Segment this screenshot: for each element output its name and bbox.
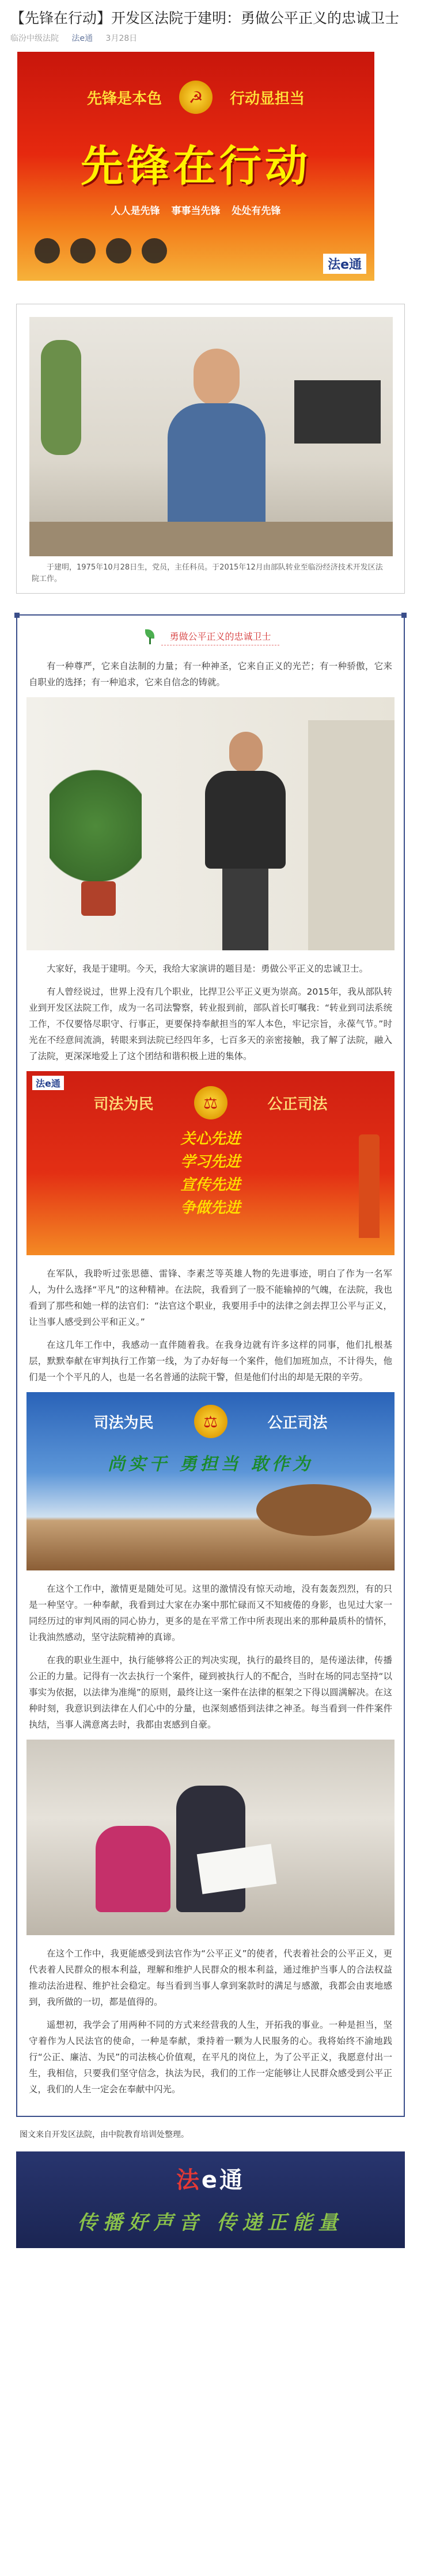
banner-right-slogan: 行动显担当 (230, 90, 305, 108)
desk-decoration (29, 522, 393, 556)
speech-paragraph: 在军队，我聆听过张思德、雷锋、李素芝等英雄人物的先进事迹，明白了作为一名军人，为什么选择“平凡”的这种精神。在法院，我看到了一股不能输掉的气魄，在法院，我也看到了那些和她一样的法官们：“法官这个职业，我要用手中的法律之剑去捍卫公平与正义，让当事人感受到公平和正义。” (29, 1268, 392, 1327)
speaker-body (205, 771, 286, 869)
court-emblem-icon: ⚖ (194, 1405, 227, 1438)
speech-paragraph: 大家好，我是于建明。今天，我给大家演讲的题目是：勇做公平正义的忠诚卫士。 (47, 964, 369, 974)
profile-caption: 于建明，1975年10月28日生，党员，主任科员。于2015年12月由部队转业至临汾经济技术开发区法院工作。 (32, 563, 383, 583)
speech-paragraph: 在这几年工作中，我感动一直伴随着我。在我身边就有许多这样的同事，他们扎根基层，默默奉献在审判执行工作第一线，为了办好每一个案件，他们加班加点，不计得失，他们是一个个平凡的人，也是一名名普通的法院干警，但是他们付出的却是无限的辛劳。 (29, 1340, 392, 1382)
footer-banner-image (16, 2151, 405, 2248)
rock-decoration (256, 1484, 371, 1536)
poster-line: 宣传先进 (180, 1176, 241, 1194)
source-account: 临汾中级法院 (10, 34, 59, 43)
officer-figure (168, 349, 266, 521)
poster2-right-text: 公正司法 (267, 1414, 328, 1432)
office-photo (26, 697, 395, 950)
speech-paragraph: 在这个工作中，激情更是随处可见。这里的激情没有惊天动地，没有轰轰烈烈，有的只是一种坚守。一种奉献，我看到过大家在办案中那忙碌而又不知疲倦的身影，也见过大家一同经历过的审判风雨的同心协力，更多的是在平常工作中所表现出来的那种最质朴的情怀，让我油然感动，坚守法院精神的真谛。 (29, 1584, 392, 1642)
profile-frame (16, 304, 405, 594)
leaf-icon (142, 628, 158, 644)
speech-paragraph: 有一种尊严，它来自法制的力量；有一种神圣，它来自正义的光芒；有一种骄傲，它来自职业的选择；有一种追求，它来自信念的铸就。 (29, 661, 392, 687)
footer-logo-right: e通 (201, 2167, 245, 2193)
justice-poster-image (26, 1071, 395, 1255)
banner-main-title: 先锋在行动 (81, 142, 311, 191)
profile-photo (29, 317, 393, 556)
publish-date: 3月28日 (105, 34, 138, 43)
plant-decoration (41, 340, 81, 455)
tower-decoration (359, 1134, 380, 1238)
banner-left-slogan: 先锋是本色 (86, 90, 162, 108)
shelf-decoration (308, 720, 395, 950)
speaker-legs (222, 869, 268, 950)
runners-decoration (35, 238, 167, 263)
speech-paragraph: 遥想初，我学会了用两种不同的方式来经营我的人生，开拓我的事业。一种是担当，坚守着作为人民法官的使命，一种是奉献，秉持着一颗为人民服务的心。我将始终不渝地践行“公正、廉洁、为民”的司法核心价值观，在平凡的岗位上，为了公平正义，我愿意付出一生，我相信，只要我们坚守信念，执法为民，我们的工作一定能够让人民群众感受到公平正义，我们的人生一定会在奉献中闪光。 (29, 2020, 392, 2095)
section-heading (26, 627, 395, 645)
poster2-left-text: 司法为民 (93, 1414, 154, 1432)
poster-top-row (26, 1086, 395, 1119)
action-poster-image (26, 1392, 395, 1570)
source-note: 图文来自开发区法院，由中院教育培训处整理。 (20, 2130, 189, 2139)
poster-left-text: 司法为民 (93, 1095, 154, 1113)
speaker-figure (205, 732, 286, 950)
banner-sub-slogan: 人人是先锋 事事当先锋 处处有先锋 (111, 205, 281, 217)
footer-logo-left: 法 (176, 2167, 202, 2193)
speech-paragraph: 有人曾经说过，世界上没有几个职业，比捍卫公平正义更为崇高。2015年，我从部队转业到开发区法院工作，成为一名司法警察，转业报到前，部队首长叮嘱我：“转业到司法系统工作，不仅要恪尽职守、行事正，更要保持奉献担当的军人本色，牢记宗旨，永葆气节。”时光在不经意间流淌，转眼来到法院已经四年多，七百多天的亲密接触，我了解了法院，融入了法院，更深深地爱上了这个团结和谐积极上进的集体。 (29, 987, 392, 1061)
poster2-top-row (26, 1405, 395, 1438)
runner-silhouette (142, 238, 167, 263)
speech-paragraph: 在这个工作中，我更能感受到法官作为“公平正义”的使者，代表着社会的公平正义，更代表着人民群众的根本利益，理解和维护人民群众的根本利益，通过维护当事人的合法权益推动法治进程、维护社会稳定。每当看到当事人拿到案款时的满足与感激，我都会由衷地感到，我所做的一切，都是值得的。 (29, 1948, 392, 2007)
poster-line: 关心先进 (180, 1130, 241, 1148)
banner-top-row (17, 81, 374, 114)
poster-right-text: 公正司法 (267, 1095, 328, 1113)
visitor-figure (96, 1826, 170, 1912)
section-title: 勇做公平正义的忠诚卫士 (161, 627, 279, 645)
home-visit-photo (26, 1740, 395, 1935)
runner-silhouette (35, 238, 60, 263)
poster-line: 学习先进 (180, 1153, 241, 1171)
court-emblem-icon: ⚖ (194, 1086, 227, 1119)
vanguard-banner-image (17, 52, 374, 281)
fa-e-tong-logo: 法e通 (32, 1076, 64, 1090)
poster-lines (26, 1128, 395, 1220)
footer-logo (16, 2162, 405, 2195)
fa-e-tong-logo: 法e通 (323, 254, 366, 274)
officer-body (168, 403, 266, 524)
speaker-head (229, 732, 263, 773)
article-title: 【先锋在行动】开发区法院于建明：勇做公平正义的忠诚卫士 (10, 10, 400, 26)
monitor-decoration (294, 380, 381, 444)
speech-paragraph: 在我的职业生涯中，执行能够将公正的判决实现，执行的最终目的，是传递法律，传播公正的力量。记得有一次去执行一个案件，碰到被执行人的不配合，当时在场的同志坚持“以事实为依据，以法律为准绳”的原则，最终让这一案件在法律的框架之下得以圆满解决。在这种时刻，我意识到法律在人们心中的分量，也深刻感悟到法律之神圣。每当看到一件件案件执结，当事人满意离去时，我都由衷感到自豪。 (29, 1655, 392, 1730)
runner-silhouette (106, 238, 131, 263)
pot-decoration (81, 881, 116, 916)
footer-slogan: 传播好声音 传递正能量 (77, 2211, 344, 2234)
poster-line: 争做先进 (180, 1199, 241, 1217)
runner-silhouette (70, 238, 96, 263)
poster2-slogan: 尚实干 勇担当 敢作为 (108, 1454, 313, 1474)
article-meta (0, 31, 421, 52)
party-emblem-icon: ☭ (179, 81, 213, 114)
officer-head (194, 349, 240, 406)
brand-link[interactable]: 法e通 (71, 34, 93, 43)
speech-frame (16, 614, 405, 2117)
